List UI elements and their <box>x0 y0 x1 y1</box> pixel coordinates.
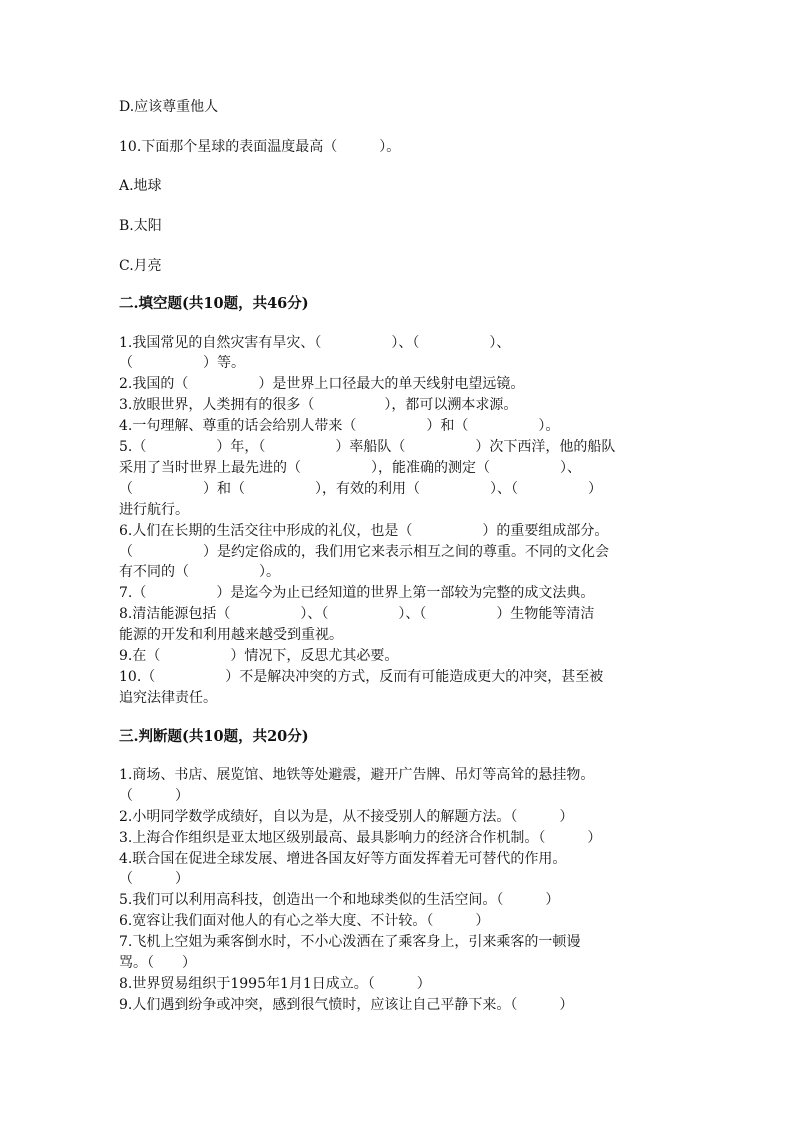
fill-line: 3.放眼世界，人类拥有的很多（ ），都可以溯本求源。 <box>119 397 518 413</box>
judge-line: 9.人们遇到纷争或冲突，感到很气愤时，应该让自己平静下来。（ ） <box>119 997 574 1013</box>
judge-line: 7.飞机上空姐为乘客倒水时，不小心泼洒在了乘客身上，引来乘客的一顿谩 <box>119 934 581 950</box>
q10-option-a: A.地球 <box>119 178 162 194</box>
fill-line: 采用了当时世界上最先进的（ ），能准确的测定（ ）、 <box>119 460 581 476</box>
judge-line: （ ） <box>119 788 189 804</box>
judge-line: 骂。（ ） <box>119 955 196 971</box>
fill-line: 进行航行。 <box>119 502 189 518</box>
fill-line: （ ）和（ ），有效的利用（ ）、（ ） <box>119 481 602 497</box>
fill-line: （ ）是约定俗成的，我们用它来表示相互之间的尊重。不同的文化会 <box>119 544 609 560</box>
fill-line: 5.（ ）年，（ ）率船队（ ）次下西洋，他的船队 <box>119 439 616 455</box>
q9-option-d: D.应该尊重他人 <box>119 99 219 115</box>
fill-line: 2.我国的（ ）是世界上口径最大的单天线射电望远镜。 <box>119 376 525 392</box>
fill-line: 1.我国常见的自然灾害有旱灾、（ ）、（ ）、 <box>119 335 511 351</box>
fill-line: 能源的开发和利用越来越受到重视。 <box>119 627 343 643</box>
judge-line: 5.我们可以利用高科技，创造出一个和地球类似的生活空间。（ ） <box>119 892 560 908</box>
fill-line: 8.清洁能源包括（ ）、（ ）、（ ）生物能等清洁 <box>119 606 595 622</box>
judge-section-heading: 三.判断题(共10题，共20分) <box>119 728 309 745</box>
q10-option-b: B.太阳 <box>119 218 162 234</box>
fill-line: 有不同的（ ）。 <box>119 564 280 580</box>
judge-line: 6.宽容让我们面对他人的有心之举大度、不计较。（ ） <box>119 913 490 929</box>
judge-line: 2.小明同学数学成绩好，自以为是，从不接受别人的解题方法。（ ） <box>119 809 574 825</box>
fill-line: 7.（ ）是迄今为止已经知道的世界上第一部较为完整的成文法典。 <box>119 585 595 601</box>
judge-line: 3.上海合作组织是亚太地区级别最高、最具影响力的经济合作机制。（ ） <box>119 830 602 846</box>
q10-stem: 10.下面那个星球的表面温度最高（ ）。 <box>119 139 401 155</box>
fill-section-heading: 二.填空题(共10题，共46分) <box>119 295 309 312</box>
judge-line: 8.世界贸易组织于1995年1月1日成立。（ ） <box>119 976 431 992</box>
q10-option-c: C.月亮 <box>119 258 162 274</box>
judge-line: 4.联合国在促进全球发展、增进各国友好等方面发挥着无可替代的作用。 <box>119 851 567 867</box>
fill-line: 10.（ ）不是解决冲突的方式，反而有可能造成更大的冲突，甚至被 <box>119 669 604 685</box>
fill-line: 9.在（ ）情况下，反思尤其必要。 <box>119 648 399 664</box>
judge-line: （ ） <box>119 871 189 887</box>
fill-line: 4.一句理解、尊重的话会给别人带来（ ）和（ ）。 <box>119 418 560 434</box>
fill-line: 6.人们在长期的生活交往中形成的礼仪，也是（ ）的重要组成部分。 <box>119 523 609 539</box>
judge-line: 1.商场、书店、展览馆、地铁等处避震，避开广告牌、吊灯等高耸的悬挂物。 <box>119 767 595 783</box>
fill-line: 追究法律责任。 <box>119 690 217 706</box>
fill-line: （ ）等。 <box>119 355 245 371</box>
